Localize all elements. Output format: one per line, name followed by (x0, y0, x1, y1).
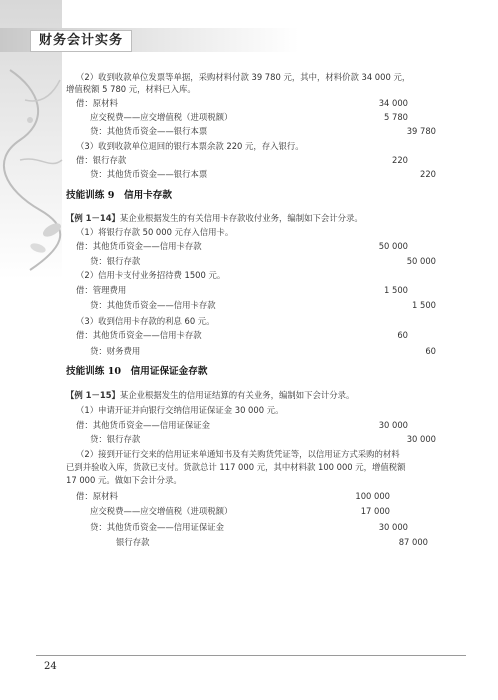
entry-amount: 5 780 (384, 112, 408, 122)
example-label: 【例 1－15】 (66, 390, 120, 400)
entry-line: 借：其他货币资金——信用卡存款 (76, 241, 202, 251)
entry-amount: 34 000 (378, 98, 408, 108)
entry-line: 借：原材料 (76, 98, 118, 108)
paragraph-line: （1）将银行存款 50 000 元存入信用卡。 (76, 227, 234, 237)
entry-line: 银行存款 (116, 537, 150, 547)
entry-line: 借：其他货币资金——信用证保证金 (76, 420, 210, 430)
entry-line: 应交税费——应交增值税（进项税额） (90, 112, 233, 122)
section-heading: 技能训练 10 信用证保证金存款 (66, 366, 208, 377)
paragraph-line: 增值税额 5 780 元，材料已入库。 (66, 84, 196, 94)
page-number: 24 (44, 661, 57, 672)
entry-amount: 30 000 (378, 420, 408, 430)
entry-amount: 220 (392, 155, 408, 165)
entry-amount: 30 000 (406, 434, 436, 444)
example-intro (66, 390, 354, 401)
paragraph-line: 17 000 元。做如下会计分录。 (66, 475, 182, 485)
entry-line: 贷：其他货币资金——银行本票 (90, 126, 208, 136)
entry-line: 贷：银行存款 (90, 434, 141, 444)
paragraph-line: （1）申请开证并向银行交纳信用证保证金 30 000 元。 (76, 405, 284, 415)
entry-line: 借：管理费用 (76, 285, 127, 295)
paragraph-line: （2）接到开证行交来的信用证来单通知书及有关购货凭证等，以信用证方式采购的材料 (76, 449, 400, 459)
paragraph-line: （3）收到收款单位退回的银行本票余款 220 元，存入银行。 (76, 141, 304, 151)
entry-line: 贷：财务费用 (90, 346, 141, 356)
paragraph-line: 已到并验收入库，货款已支付。货款总计 117 000 元，其中材料款 100 000 元，增值税额 (66, 462, 406, 472)
entry-amount: 50 000 (378, 241, 408, 251)
example-label: 【例 1－14】 (66, 213, 120, 223)
entry-line: 贷：银行存款 (90, 256, 141, 266)
paragraph-line: （3）收到信用卡存款的利息 60 元。 (76, 316, 215, 326)
entry-amount: 100 000 (355, 491, 390, 501)
footer-rule (36, 655, 466, 656)
chapter-header-title: 财务会计实务 (30, 30, 132, 52)
entry-amount: 60 (397, 330, 408, 340)
entry-line: 应交税费——应交增值税（进项税额） (90, 506, 233, 516)
entry-amount: 39 780 (406, 126, 436, 136)
entry-line: 贷：其他货币资金——信用证保证金 (90, 522, 224, 532)
example-intro (66, 213, 363, 224)
entry-line: 贷：其他货币资金——信用卡存款 (90, 300, 216, 310)
section-heading: 技能训练 9 信用卡存款 (66, 190, 172, 201)
entry-line: 贷：其他货币资金——银行本票 (90, 169, 208, 179)
entry-amount: 60 (425, 346, 436, 356)
entry-amount: 220 (420, 169, 436, 179)
entry-line: 借：原材料 (76, 491, 118, 501)
entry-amount: 1 500 (412, 300, 436, 310)
example-text: 某企业根据发生的有关信用卡存款收付业务，编制如下会计分录。 (119, 213, 363, 223)
entry-amount: 17 000 (360, 506, 390, 516)
entry-line: 借：银行存款 (76, 155, 127, 165)
entry-amount: 50 000 (406, 256, 436, 266)
entry-amount: 1 500 (384, 285, 408, 295)
entry-amount: 87 000 (398, 537, 428, 547)
entry-amount: 30 000 (378, 522, 408, 532)
example-text: 某企业根据发生的信用证结算的有关业务，编制如下会计分录。 (119, 390, 355, 400)
entry-line: 借：其他货币资金——信用卡存款 (76, 330, 202, 340)
paragraph-line: （2）信用卡支付业务招待费 1500 元。 (76, 270, 226, 280)
paragraph-line: （2）收到收款单位发票等单据，采购材料付款 39 780 元，其中，材料价款 34 000 元， (76, 72, 411, 82)
